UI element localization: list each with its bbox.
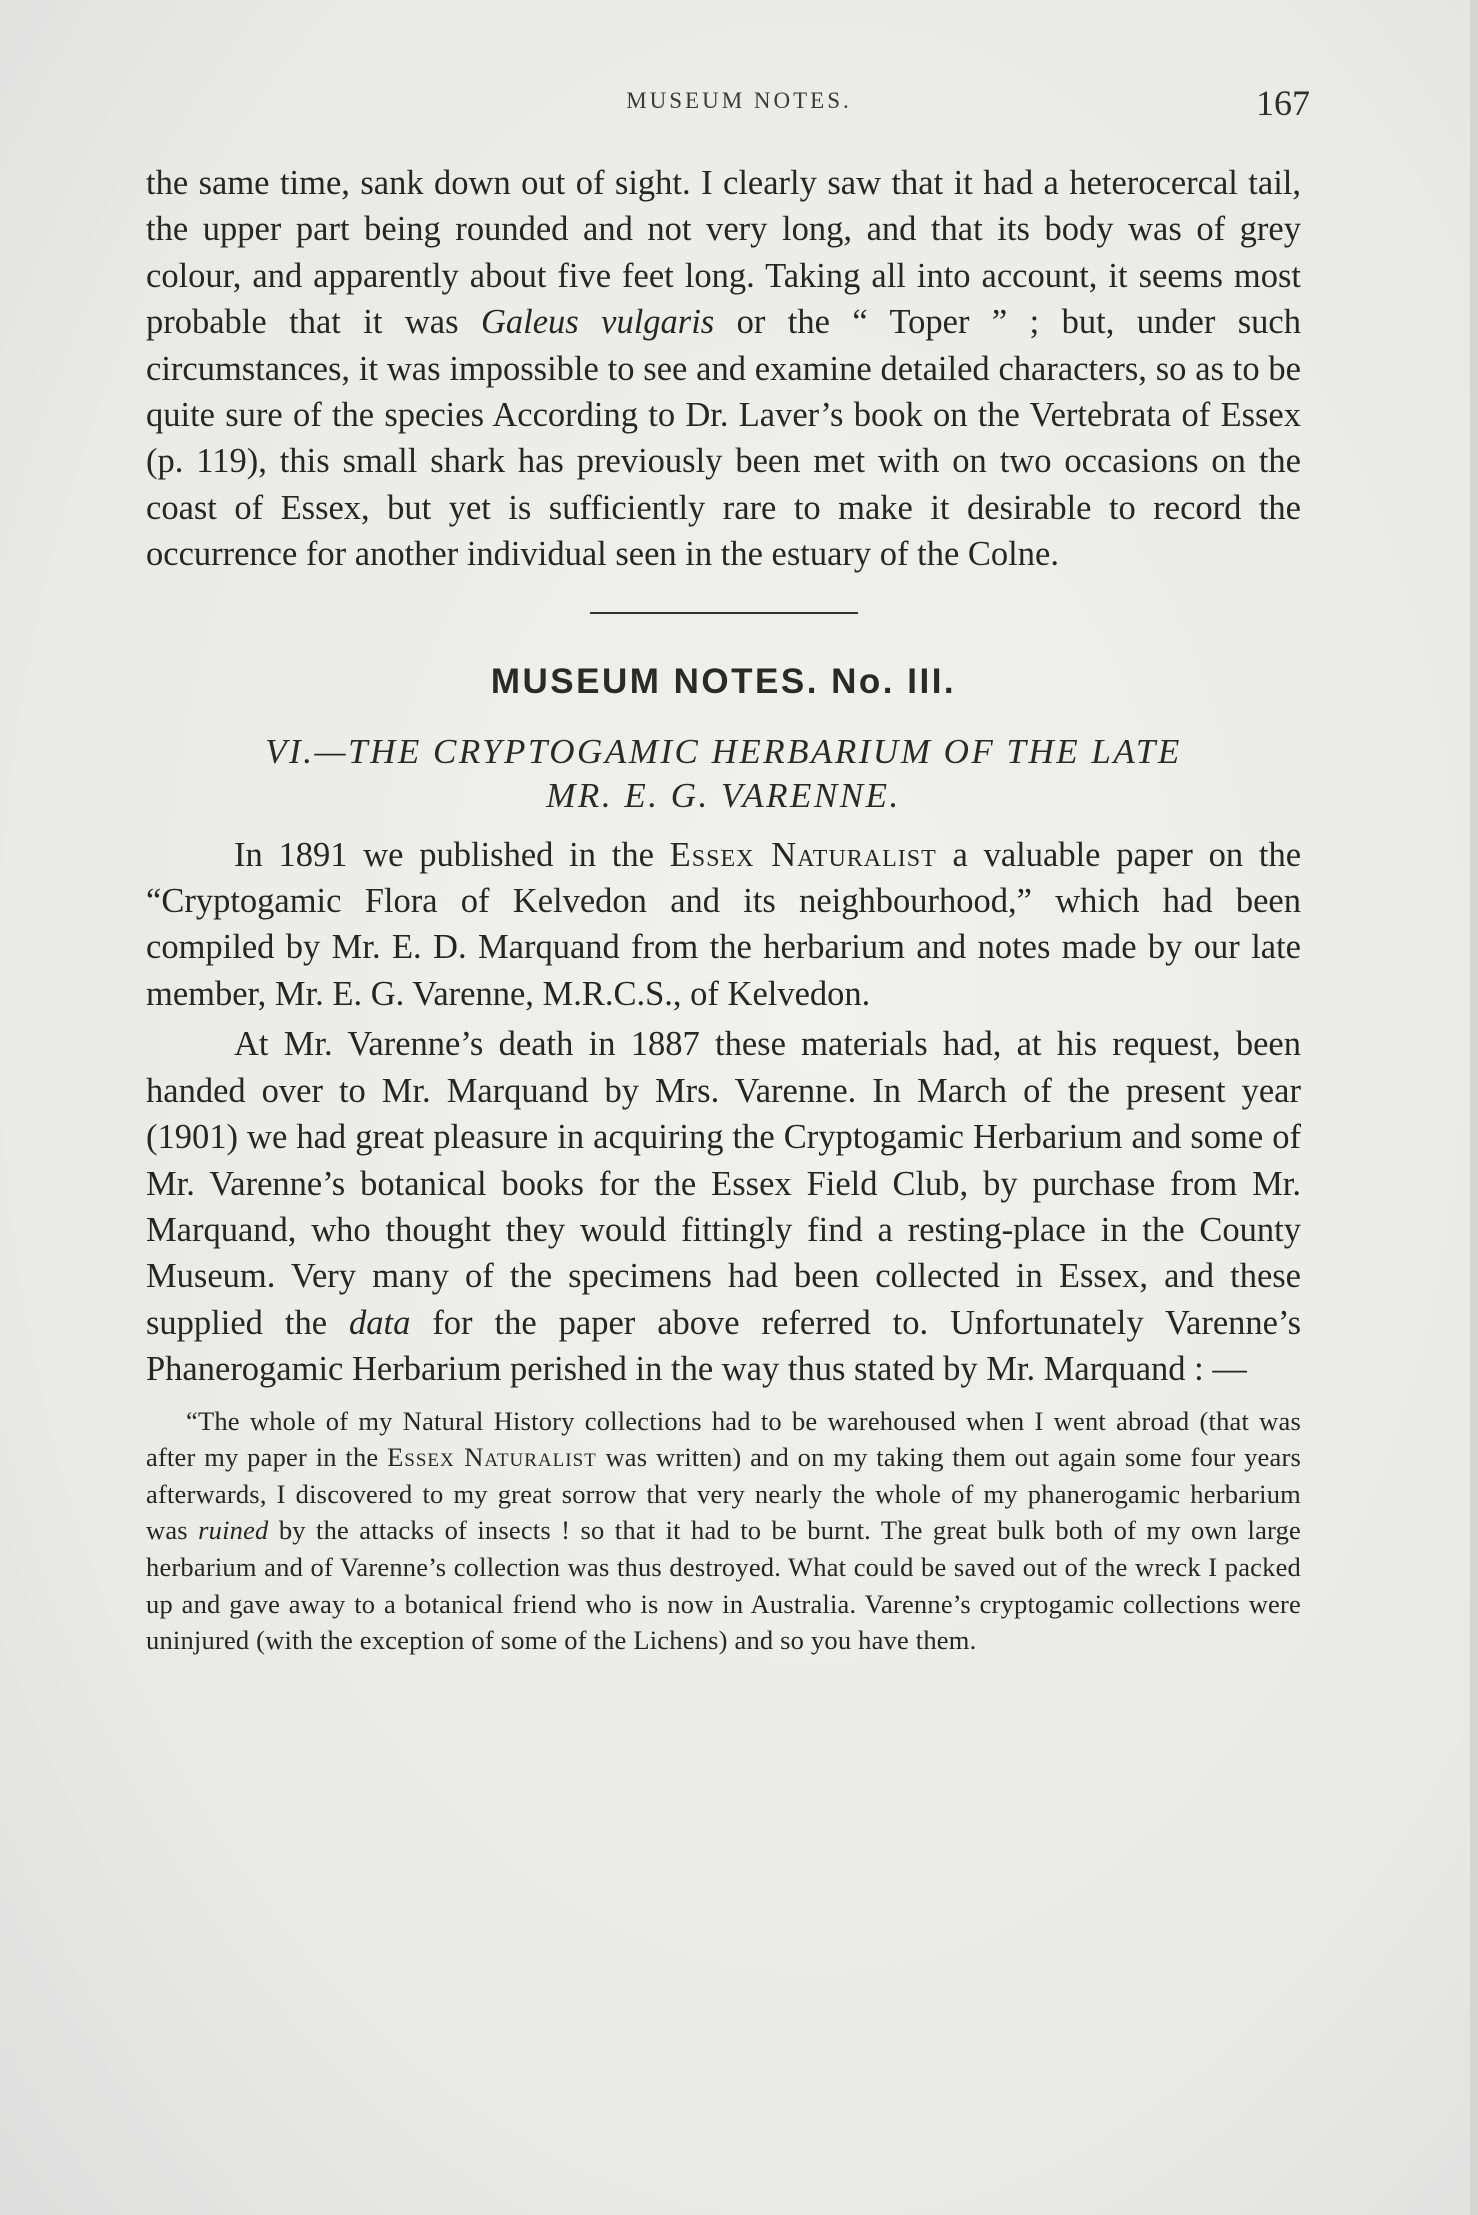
page-edge xyxy=(1470,0,1478,2215)
section-divider xyxy=(590,612,858,614)
quote-text-c: by the attacks of insects ! so that it had to be burnt. The great bulk both of my own large herbarium and of Varenne’s collection was thus destroyed. What could be saved out of the wreck I packed up and gave away to a botanical friend who is now in Australia. Varenne’s cryptogamic collections were uninjured (with the exception of some of the Lichens) and so you have them. xyxy=(146,1515,1302,1656)
page-number: 167 xyxy=(1256,83,1310,123)
quote-journal-name: Essex Naturalist xyxy=(387,1442,597,1473)
body-text xyxy=(146,160,1301,1659)
paragraph2-text-b: a valuable paper on the “Cryptogamic Flora of Kelvedon and its neighbourhood,” which had been compiled by Mr. E. D. Marquand from the herbarium and notes made by our late member, Mr. E. G. Varenne, M.R.C.S., of Kelvedon. xyxy=(146,835,1302,1013)
journal-name: Essex Naturalist xyxy=(669,835,937,874)
paragraph3-text-a: At Mr. Varenne’s death in 1887 these materials had, at his request, been handed over to Mr. Marquand by Mrs. Varenne. In March of the present year (1901) we had great pleasure in acquiring the Cryptogamic Herbarium and some of Mr. Varenne’s botanical books for the Essex Field Club, by purchase from Mr. Marquand, who thought they would fittingly find a resting-place in the County Museum. Very many of the specimens had been collected in Essex, and these supplied the xyxy=(146,1025,1301,1342)
section-title: MUSEUM NOTES. No. III. xyxy=(490,661,957,701)
paragraph-publication xyxy=(146,832,1301,1018)
italic-data: data xyxy=(349,1303,411,1342)
quote-text-a: “The whole of my Natural History collections had to be warehoused when I went abroad (that was after my paper in the xyxy=(146,1405,1301,1473)
article-title-line1: VI.—THE CRYPTOGAMIC HERBARIUM OF THE LATE xyxy=(265,731,1182,771)
paragraph1-text-a: the same time, sank down out of sight. I clearly saw that it had a heterocercal tail, the upper part being rounded and not very long, and that its body was of grey colour, and apparently about five feet long. Taking all into account, it seems most probable that it was xyxy=(146,164,1301,342)
article-title xyxy=(146,730,1301,818)
article-title-line2: MR. E. G. VARENNE. xyxy=(546,775,901,815)
quote-paragraph xyxy=(146,1403,1301,1659)
block-quote xyxy=(146,1403,1301,1659)
italic-ruined: ruined xyxy=(198,1515,269,1546)
running-header xyxy=(0,83,1478,128)
paragraph-acquisition xyxy=(146,1021,1301,1392)
paragraph2-text-a: In 1891 we published in the xyxy=(234,835,670,874)
quote-text-b: was written) and on my taking them out again some four years afterwards, I discovered to my great sorrow that very nearly the whole of my phanerogamic herbarium was xyxy=(146,1442,1301,1546)
paragraph3-text-b: for the paper above referred to. Unfortunately Varenne’s Phanerogamic Herbarium perished in the way thus stated by Mr. Marquand : — xyxy=(146,1303,1301,1389)
paragraph1-text-b: or the “ Toper ” ; but, under such circumstances, it was impossible to see and examine detailed characters, so as to be quite sure of the species According to Dr. Laver’s book on the Vertebrata of Essex (p. 119), this small shark has previously been met with on two occasions on the coast of Essex, but yet is sufficiently rare to make it desirable to record the occurrence for another individual seen in the estuary of the Colne. xyxy=(146,303,1301,574)
running-title: MUSEUM NOTES. xyxy=(626,88,852,113)
paragraph-shark-observation xyxy=(146,160,1301,578)
species-name: Galeus vulgaris xyxy=(480,303,715,342)
